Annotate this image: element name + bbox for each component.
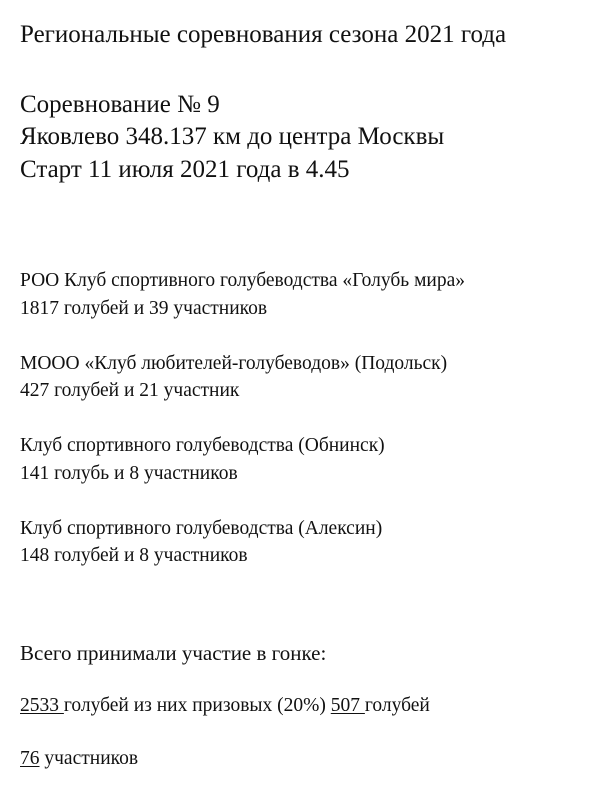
club-name: Клуб спортивного голубеводства (Обнинск) (20, 435, 385, 456)
club-stats: 1817 голубей и 39 участников (20, 298, 268, 319)
club-name: Клуб спортивного голубеводства (Алексин) (20, 518, 383, 539)
participants-text: участников (39, 748, 139, 769)
total-pigeons-value: 2533 (20, 695, 64, 716)
season-title: Региональные соревнования сезона 2021 года (20, 21, 507, 48)
club-stats: 141 голубь и 8 участников (20, 463, 238, 484)
competition-number: Соревнование № 9 (20, 91, 220, 118)
club-stats: 427 голубей и 21 участник (20, 380, 240, 401)
location-distance: Яковлево 348.137 км до центра Москвы (20, 123, 445, 150)
start-time: Старт 11 июля 2021 года в 4.45 (20, 156, 350, 183)
prize-text: голубей (364, 695, 430, 716)
club-name: МООО «Клуб любителей-голубеводов» (Подольск) (20, 353, 448, 374)
prize-pigeons-value: 507 (330, 695, 365, 716)
summary-heading: Всего принимали участие в гонке: (20, 641, 327, 665)
summary-pigeons (20, 696, 430, 716)
participants-value: 76 (20, 748, 40, 769)
club-stats: 148 голубей и 8 участников (20, 545, 248, 566)
summary-participants (20, 749, 138, 769)
club-name: РОО Клуб спортивного голубеводства «Голубь мира» (20, 270, 466, 291)
pigeons-text: голубей из них призовых (20%) (63, 695, 331, 716)
